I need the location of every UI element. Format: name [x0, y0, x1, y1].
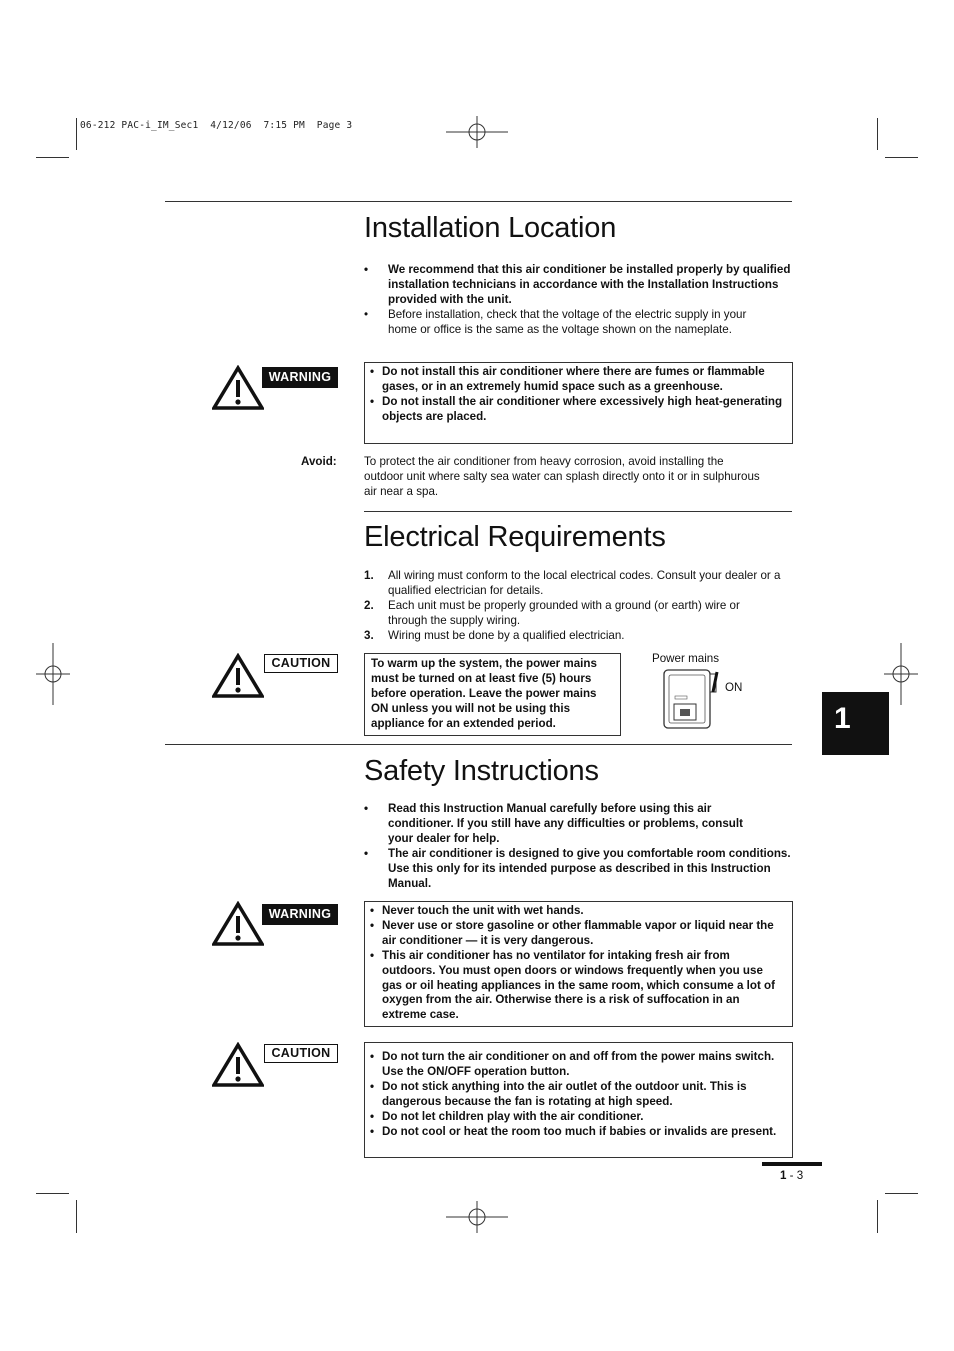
section-title-electrical: Electrical Requirements — [364, 521, 666, 553]
section-title-safety: Safety Instructions — [364, 755, 599, 787]
crop-mark — [885, 157, 918, 158]
avoid-label: Avoid: — [301, 455, 337, 468]
list-item: 3. Wiring must be done by a qualified electrician. — [364, 629, 625, 642]
warning-triangle-icon — [212, 653, 264, 699]
list-item: • Do not turn the air conditioner on and off from the power mains switch. Use the ON/OFF operation button. — [370, 1050, 786, 1080]
list-item: • Never touch the unit with wet hands. — [370, 904, 786, 919]
warning-label: WARNING — [262, 367, 338, 388]
crop-mark — [76, 1200, 77, 1233]
warning-triangle-icon — [212, 365, 264, 411]
crop-mark — [36, 1193, 69, 1194]
warning-box — [364, 362, 793, 444]
list-item: • Do not let children play with the air conditioner. — [370, 1110, 786, 1125]
crop-mark — [36, 157, 69, 158]
list-item: • Do not install this air conditioner where there are fumes or flammable gases, or in an extremely humid space such as a greenhouse. — [370, 365, 786, 395]
list-item: 2. Each unit must be properly grounded with a ground (or earth) wire or through the supply wiring. — [364, 599, 740, 627]
section-title-installation: Installation Location — [364, 212, 617, 244]
page-number: 1 - 3 — [780, 1169, 804, 1182]
list-item: • Before installation, check that the voltage of the electric supply in your home or office is the same as the voltage shown on the nameplate. — [364, 307, 792, 337]
on-label: ON — [725, 681, 743, 694]
caution-box — [364, 1042, 793, 1158]
section-divider — [165, 744, 792, 745]
caution-label: CAUTION — [264, 654, 338, 673]
power-mains-label: Power mains — [652, 652, 720, 665]
warning-box — [364, 901, 793, 1027]
installation-bullets — [364, 262, 792, 337]
electrical-list — [364, 568, 792, 643]
registration-mark-icon — [884, 643, 918, 705]
list-item: • Do not stick anything into the air outlet of the outdoor unit. This is dangerous because the fan is rotating at high speed. — [370, 1080, 786, 1110]
registration-mark-icon — [446, 1201, 508, 1233]
section-tab: 1 — [822, 692, 889, 755]
registration-mark-icon — [36, 643, 70, 705]
section-divider — [165, 201, 792, 202]
list-item: • Do not cool or heat the room too much if babies or invalids are present. — [370, 1125, 786, 1140]
caution-box — [364, 653, 621, 736]
warning-label: WARNING — [262, 904, 338, 925]
list-item: • Read this Instruction Manual carefully before using this air conditioner. If you still have any difficulties or problems, consult your dealer for help. — [364, 801, 792, 846]
avoid-text: To protect the air conditioner from heavy corrosion, avoid installing the outdoor unit where salty sea water can splash directly onto it or in sulphurous air near a spa. — [364, 455, 760, 498]
warning-triangle-icon — [212, 901, 264, 947]
warning-triangle-icon — [212, 1042, 264, 1088]
list-item: • The air conditioner is designed to give you comfortable room conditions. Use this only for its intended purpose as described in this Instruction Manual. — [364, 846, 792, 891]
list-item: • We recommend that this air conditioner be installed properly by qualified installation technicians in accordance with the Installation Instructions provided with the unit. — [364, 262, 792, 307]
caution-text: To warm up the system, the power mains must be turned on at least five (5) hours before operation. Leave the power mains ON unless you will not be using this appliance for an extended period. — [371, 657, 597, 730]
crop-mark — [877, 118, 878, 150]
page-number-bar — [762, 1162, 822, 1166]
list-item: • Do not install the air conditioner where excessively high heat-generating objects are placed. — [370, 395, 786, 425]
list-item: • Never use or store gasoline or other flammable vapor or liquid near the air conditioner — it is very dangerous. — [370, 919, 786, 949]
crop-mark — [877, 1200, 878, 1233]
crop-mark — [885, 1193, 918, 1194]
crop-mark — [76, 118, 77, 150]
caution-label: CAUTION — [264, 1044, 338, 1063]
print-slug: 06-212 PAC-i_IM_Sec1 4/12/06 7:15 PM Page 3 — [80, 120, 353, 131]
power-mains-switch-icon — [662, 668, 722, 732]
list-item: • This air conditioner has no ventilator for intaking fresh air from outdoors. You must open doors or windows frequently when you use gas or oil heating appliances in the same room, which consume a lot of oxygen from the air. Otherwise there is a risk of suffocation in an extreme case. — [370, 949, 786, 1024]
list-item: 1. All wiring must conform to the local electrical codes. Consult your dealer or a qualified electrician for details. — [364, 569, 781, 597]
registration-mark-icon — [446, 116, 508, 148]
safety-bullets — [364, 801, 792, 891]
section-divider — [364, 511, 792, 512]
